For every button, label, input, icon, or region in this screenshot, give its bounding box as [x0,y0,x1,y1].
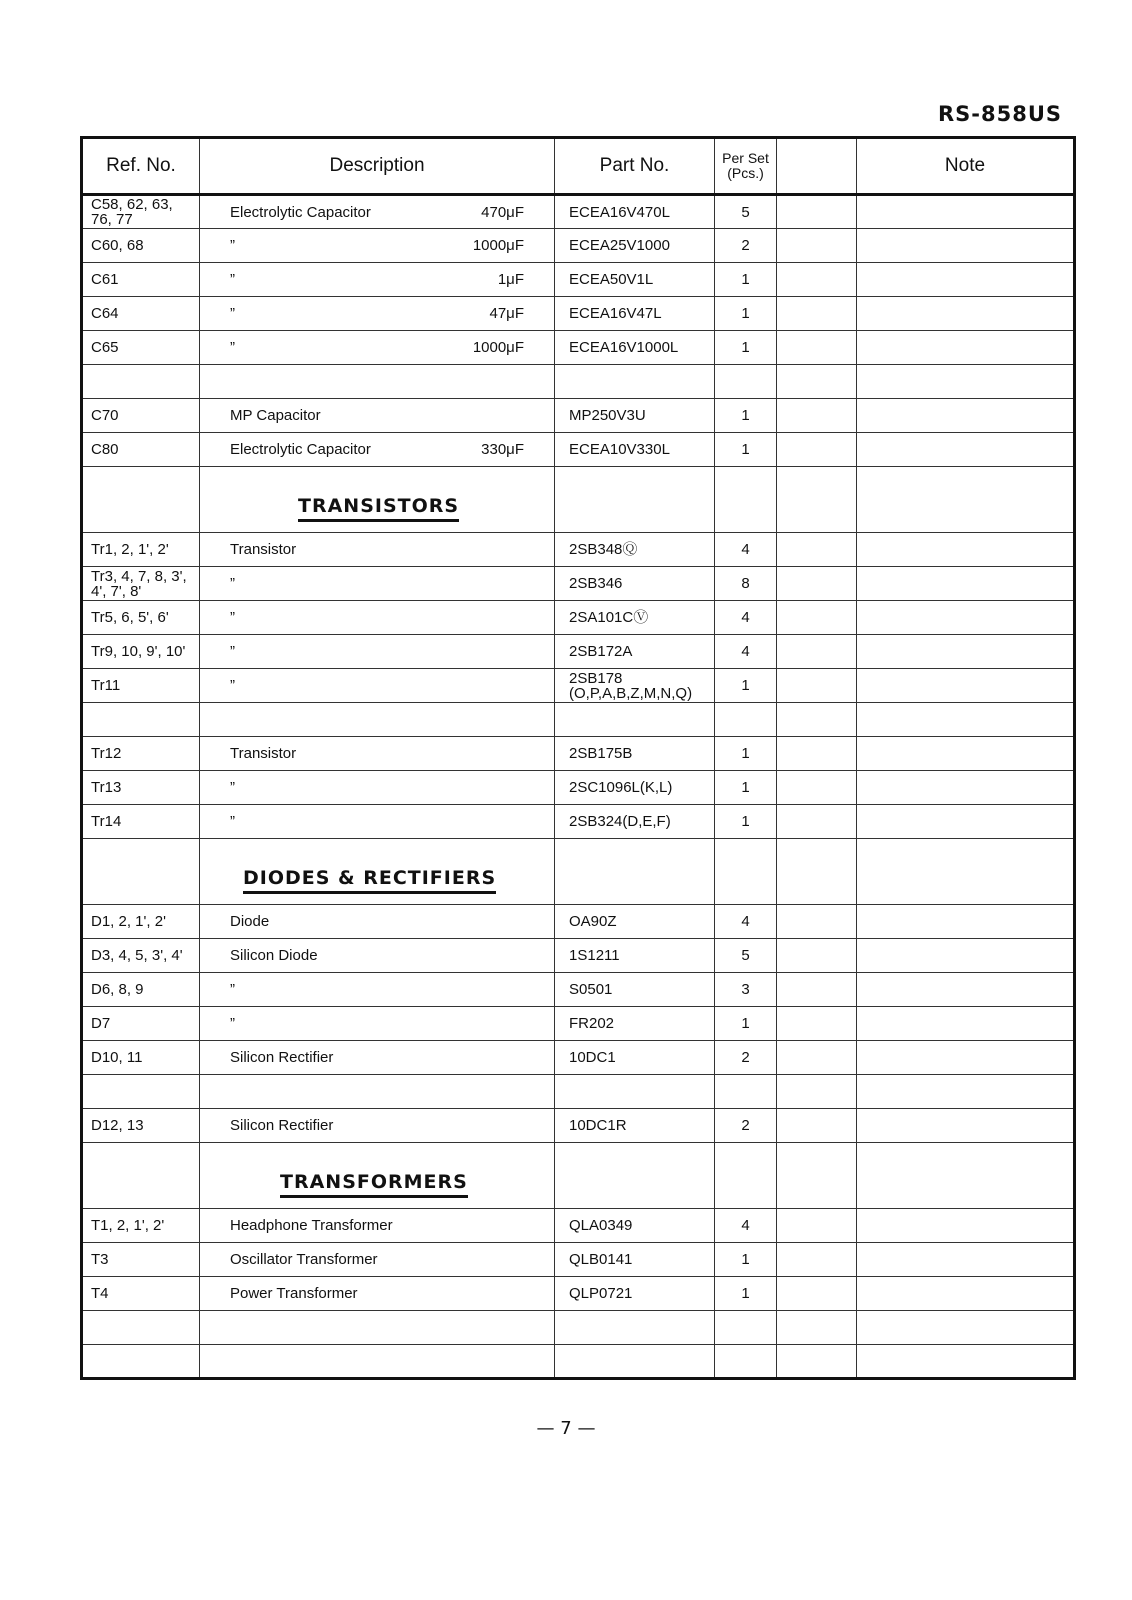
part-no-cell: 2SB324(D,E,F) [555,805,715,839]
table-row [82,1277,1075,1311]
blank-cell [777,433,857,467]
description-cell [200,1075,555,1109]
section-cell [200,839,555,905]
note-cell [857,365,1075,399]
part-no-cell: 2SB346 [555,567,715,601]
description-text: Electrolytic Capacitor [230,441,371,458]
description-wrap [208,947,546,964]
ref-no-cell: T1, 2, 1', 2' [82,1209,200,1243]
blank-cell [555,839,715,905]
part-no-cell: MP250V3U [555,399,715,433]
blank-cell [777,331,857,365]
quantity-cell: 1 [715,331,777,365]
description-cell [200,669,555,703]
description-wrap [208,1117,546,1134]
description-text: Power Transformer [230,1285,358,1302]
part-no-cell [555,1075,715,1109]
ref-no-cell: D6, 8, 9 [82,973,200,1007]
empty-row [82,1311,1075,1345]
blank-cell [777,229,857,263]
blank-cell [555,1345,715,1379]
description-cell [200,1007,555,1041]
blank-cell [857,1143,1075,1209]
note-cell [857,399,1075,433]
note-cell [857,905,1075,939]
description-cell [200,1277,555,1311]
description-text: Silicon Rectifier [230,1049,334,1066]
quantity-cell: 3 [715,973,777,1007]
quantity-cell: 2 [715,229,777,263]
blank-cell [715,1311,777,1345]
description-cell [200,771,555,805]
per-set-header [715,138,777,195]
blank-cell [777,399,857,433]
description-wrap [208,779,546,796]
section-title-transformers: TRANSFORMERS [280,1171,468,1198]
note-header: Note [857,138,1075,195]
note-cell [857,1209,1075,1243]
section-cell [200,1143,555,1209]
blank-cell [857,467,1075,533]
quantity-cell: 4 [715,533,777,567]
quantity-cell: 1 [715,1277,777,1311]
blank-cell [857,839,1075,905]
ref-no-cell: C58, 62, 63, 76, 77 [82,195,200,229]
value-text [524,407,546,424]
table-row [82,195,1075,229]
description-text: ” [230,643,235,660]
table-row [82,1007,1075,1041]
blank-cell [200,1311,555,1345]
table-row [82,399,1075,433]
ref-no-cell: D1, 2, 1', 2' [82,905,200,939]
ref-no-cell [82,1075,200,1109]
description-cell [200,1041,555,1075]
table-row [82,703,1075,737]
table-row [82,365,1075,399]
description-wrap [208,271,546,288]
quantity-cell: 1 [715,737,777,771]
ref-no-cell [82,365,200,399]
description-cell [200,1209,555,1243]
blank-cell [857,1311,1075,1345]
part-no-cell: S0501 [555,973,715,1007]
blank-cell [715,1143,777,1209]
note-cell [857,331,1075,365]
blank-cell [777,1109,857,1143]
ref-no-cell [82,467,200,533]
ref-no-cell: Tr14 [82,805,200,839]
description-cell [200,297,555,331]
note-cell [857,601,1075,635]
section-row-transformers [82,1143,1075,1209]
blank-cell [555,467,715,533]
part-no-cell: OA90Z [555,905,715,939]
description-wrap [208,339,546,356]
description-wrap [208,745,546,762]
blank-cell [82,1345,200,1379]
note-cell [857,1277,1075,1311]
part-no-cell: ECEA16V1000L [555,331,715,365]
table-row [82,1209,1075,1243]
note-cell [857,433,1075,467]
blank-cell [777,467,857,533]
note-cell [857,1109,1075,1143]
value-text: 470μF [481,203,524,221]
part-no-cell: QLA0349 [555,1209,715,1243]
blank-cell [777,771,857,805]
blank-cell [777,297,857,331]
description-cell [200,737,555,771]
description-wrap [208,1251,546,1268]
part-no-cell: 1S1211 [555,939,715,973]
note-cell [857,263,1075,297]
quantity-cell: 5 [715,195,777,229]
blank-cell [777,1311,857,1345]
table-row [82,1075,1075,1109]
description-cell [200,533,555,567]
quantity-cell: 4 [715,635,777,669]
ref-no-cell [82,703,200,737]
description-wrap [208,407,546,424]
description-wrap [208,643,546,660]
ref-no-cell: Tr1, 2, 1', 2' [82,533,200,567]
value-text: 1000μF [472,237,524,254]
part-no-cell: QLP0721 [555,1277,715,1311]
note-cell [857,567,1075,601]
empty-row [82,1345,1075,1379]
part-no-cell: 2SB175B [555,737,715,771]
quantity-cell: 4 [715,905,777,939]
table-header-row [82,138,1075,195]
note-cell [857,703,1075,737]
ref-no-header: Ref. No. [82,138,200,195]
description-text: ” [230,981,235,998]
value-text: 1μF [497,271,524,288]
ref-no-cell: D10, 11 [82,1041,200,1075]
description-text: Transistor [230,745,297,762]
description-cell [200,805,555,839]
blank-cell [777,737,857,771]
ref-no-cell: C60, 68 [82,229,200,263]
note-cell [857,973,1075,1007]
blank-cell [777,263,857,297]
quantity-cell: 2 [715,1041,777,1075]
part-no-cell: ECEA10V330L [555,433,715,467]
note-cell [857,1007,1075,1041]
description-cell [200,263,555,297]
part-no-cell: 2SB178 (O,P,A,B,Z,M,N,Q) [555,669,715,703]
note-cell [857,297,1075,331]
blank-cell [555,1311,715,1345]
note-cell [857,1243,1075,1277]
table-row [82,635,1075,669]
quantity-cell: 5 [715,939,777,973]
section-title-transistors: TRANSISTORS [298,495,459,522]
part-no-cell: 2SC1096L(K,L) [555,771,715,805]
description-wrap [208,981,546,998]
part-no-cell: 10DC1R [555,1109,715,1143]
blank-cell [777,939,857,973]
ref-no-cell: Tr5, 6, 5', 6' [82,601,200,635]
blank-cell [777,1143,857,1209]
blank-cell [777,839,857,905]
table-row [82,771,1075,805]
blank-cell [777,1075,857,1109]
description-text: Headphone Transformer [230,1217,393,1234]
quantity-cell: 8 [715,567,777,601]
quantity-cell: 4 [715,1209,777,1243]
ref-no-cell: D3, 4, 5, 3', 4' [82,939,200,973]
quantity-cell: 1 [715,263,777,297]
ref-no-cell [82,1143,200,1209]
quantity-cell: 1 [715,433,777,467]
table-row [82,1041,1075,1075]
description-text: ” [230,813,235,830]
blank-cell [777,703,857,737]
note-cell [857,533,1075,567]
blank-cell [777,1007,857,1041]
quantity-cell: 1 [715,805,777,839]
blank-cell [777,805,857,839]
blank-cell [777,601,857,635]
description-cell [200,973,555,1007]
ref-no-cell: D12, 13 [82,1109,200,1143]
description-wrap [208,305,546,322]
per-set-label: Per Set [722,150,769,166]
note-cell [857,771,1075,805]
blank-header [777,138,857,195]
quantity-cell: 4 [715,601,777,635]
part-no-cell: 10DC1 [555,1041,715,1075]
value-text: 1000μF [472,339,524,356]
description-text: Silicon Rectifier [230,1117,334,1134]
description-wrap [208,913,546,930]
note-cell [857,1075,1075,1109]
table-row [82,1243,1075,1277]
ref-no-cell: D7 [82,1007,200,1041]
note-cell [857,805,1075,839]
description-wrap [208,441,546,458]
table-row [82,905,1075,939]
description-cell [200,703,555,737]
note-cell [857,669,1075,703]
table-row [82,263,1075,297]
description-cell [200,567,555,601]
description-text: Silicon Diode [230,947,318,964]
description-cell [200,601,555,635]
description-cell [200,905,555,939]
quantity-cell: 2 [715,1109,777,1143]
description-wrap [208,1285,546,1302]
description-text: ” [230,677,235,694]
description-cell [200,365,555,399]
description-wrap [208,677,546,694]
ref-no-cell: Tr3, 4, 7, 8, 3', 4', 7', 8' [82,567,200,601]
blank-cell [777,905,857,939]
ref-no-cell: C65 [82,331,200,365]
description-cell [200,1243,555,1277]
description-cell [200,229,555,263]
table-row [82,973,1075,1007]
ref-no-cell: T4 [82,1277,200,1311]
blank-cell [715,1345,777,1379]
description-cell [200,399,555,433]
part-no-cell: ECEA50V1L [555,263,715,297]
description-text: ” [230,305,235,322]
note-cell [857,737,1075,771]
description-text: ” [230,271,235,288]
description-text: ” [230,339,235,356]
part-no-cell [555,703,715,737]
part-no-cell: 2SA101CⓋ [555,601,715,635]
description-text: ” [230,237,235,254]
section-row-transistors [82,467,1075,533]
blank-cell [777,533,857,567]
note-cell [857,939,1075,973]
quantity-cell [715,1075,777,1109]
description-wrap [208,609,546,626]
description-text: ” [230,575,235,592]
value-text: 330μF [481,441,524,458]
blank-cell [857,1345,1075,1379]
description-text: MP Capacitor [230,407,321,424]
description-text: Transistor [230,541,297,558]
note-cell [857,229,1075,263]
note-cell [857,635,1075,669]
blank-cell [82,1311,200,1345]
blank-cell [777,973,857,1007]
description-text: ” [230,1015,235,1032]
quantity-cell: 1 [715,1243,777,1277]
part-no-header: Part No. [555,138,715,195]
table-row [82,737,1075,771]
ref-no-cell: C80 [82,433,200,467]
blank-cell [777,1277,857,1311]
blank-cell [777,1243,857,1277]
ref-no-cell: C70 [82,399,200,433]
table-row [82,567,1075,601]
table-row [82,669,1075,703]
blank-cell [777,365,857,399]
ref-no-cell: Tr11 [82,669,200,703]
description-wrap [208,1015,546,1032]
part-no-cell: QLB0141 [555,1243,715,1277]
description-wrap [208,575,546,592]
ref-no-cell: Tr12 [82,737,200,771]
blank-cell [777,635,857,669]
table-row [82,533,1075,567]
blank-cell [777,669,857,703]
blank-cell [555,1143,715,1209]
description-cell [200,433,555,467]
quantity-cell: 1 [715,669,777,703]
description-wrap [208,204,546,221]
description-text: ” [230,609,235,626]
table-row [82,433,1075,467]
table-row [82,297,1075,331]
note-cell [857,195,1075,229]
model-number: RS-858US [937,102,1062,126]
blank-cell [777,1041,857,1075]
description-wrap [208,813,546,830]
page-number: — 7 — [536,1418,596,1439]
description-wrap [208,237,546,254]
blank-cell [715,839,777,905]
ref-no-cell [82,839,200,905]
ref-no-cell: C61 [82,263,200,297]
description-cell [200,635,555,669]
quantity-cell: 1 [715,399,777,433]
description-wrap [208,1217,546,1234]
blank-cell [777,1209,857,1243]
description-wrap [208,541,546,558]
ref-no-cell: C64 [82,297,200,331]
part-no-cell: ECEA16V47L [555,297,715,331]
quantity-cell: 1 [715,771,777,805]
description-cell [200,331,555,365]
section-cell [200,467,555,533]
quantity-cell [715,703,777,737]
description-cell [200,939,555,973]
quantity-cell: 1 [715,297,777,331]
table-row [82,939,1075,973]
ref-no-cell: Tr13 [82,771,200,805]
blank-cell [777,195,857,229]
description-cell [200,195,555,229]
description-text: ” [230,779,235,796]
description-cell [200,1109,555,1143]
quantity-cell: 1 [715,1007,777,1041]
pcs-label: (Pcs.) [727,165,764,181]
section-title-diodes: DIODES & RECTIFIERS [243,867,496,894]
table-row [82,805,1075,839]
description-header: Description [200,138,555,195]
table-row [82,1109,1075,1143]
blank-cell [200,1345,555,1379]
section-row-diodes [82,839,1075,905]
value-text: 47μF [489,305,524,322]
part-no-cell: 2SB348Ⓠ [555,533,715,567]
ref-no-cell: T3 [82,1243,200,1277]
note-cell [857,1041,1075,1075]
quantity-cell [715,365,777,399]
parts-list-table [80,136,1076,1380]
description-wrap [208,1049,546,1066]
blank-cell [715,467,777,533]
table-row [82,601,1075,635]
table-row [82,331,1075,365]
blank-cell [777,567,857,601]
blank-cell [777,1345,857,1379]
part-no-cell: FR202 [555,1007,715,1041]
part-no-cell: 2SB172A [555,635,715,669]
description-text: Oscillator Transformer [230,1251,378,1268]
part-no-cell: ECEA25V1000 [555,229,715,263]
description-text: Electrolytic Capacitor [230,203,371,221]
description-text: Diode [230,913,270,930]
part-no-cell [555,365,715,399]
table-row [82,229,1075,263]
part-no-cell: ECEA16V470L [555,195,715,229]
ref-no-cell: Tr9, 10, 9', 10' [82,635,200,669]
